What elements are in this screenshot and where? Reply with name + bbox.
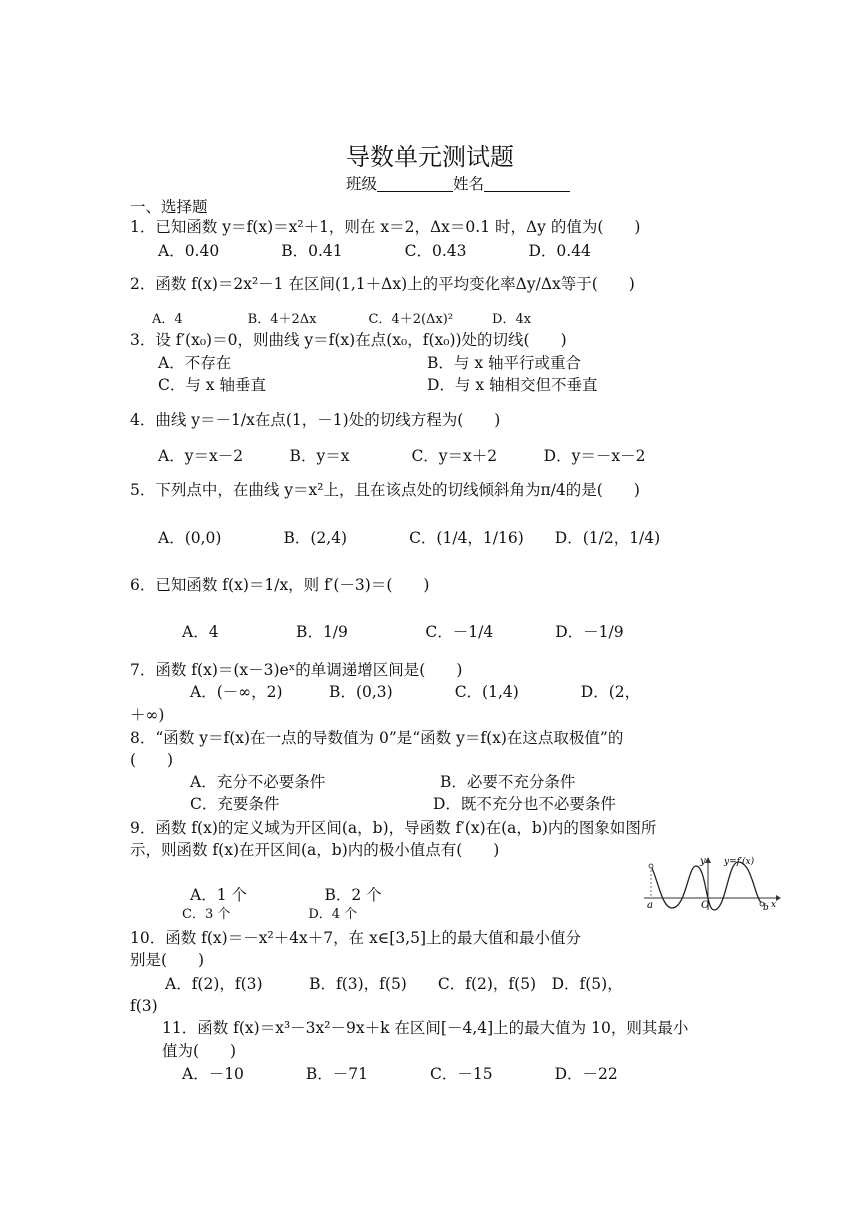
question-3-option-c: C．与 x 轴垂直 [158,376,266,394]
question-11-continuation: 值为( ) [162,1042,237,1060]
class-label: 班级 [346,175,378,193]
question-3-option-d: D．与 x 轴相交但不垂直 [427,376,598,394]
origin-label: O [701,900,710,911]
question-7: 7．函数 f(x)＝(x－3)eˣ的单调递增区间是( ) [130,661,463,679]
question-10-tail: f(3) [130,997,158,1015]
question-6-options: A．4 B．1/9 C．－1/4 D．－1/9 [182,623,624,641]
y-axis-label: y [700,856,706,867]
question-10-options: A．f(2)，f(3) B．f(3)，f(5) C．f(2)，f(5) D．f(5)， [165,975,623,993]
question-10-continuation: 别是( ) [130,951,205,969]
curve-label: y=f′(x) [724,857,755,867]
page-title: 导数单元测试题 [346,143,514,171]
name-blank [484,175,570,192]
question-2: 2．函数 f(x)＝2x²－1 在区间(1,1＋Δx)上的平均变化率Δy/Δx等于( ) [130,275,635,293]
question-8-option-d: D．既不充分也不必要条件 [433,795,616,813]
question-8-option-a: A．充分不必要条件 [190,773,326,791]
question-2-options: A．4 B．4＋2Δx C．4＋2(Δx)² D．4x [152,312,532,327]
question-1: 1．已知函数 y＝f(x)＝x²＋1，则在 x＝2，Δx＝0.1 时，Δy 的值为( ) [130,218,641,236]
question-8-continuation: ( ) [130,751,174,769]
question-4-options: A．y＝x－2 B．y＝x C．y＝x＋2 D．y＝－x－2 [158,447,646,465]
a-label: a [647,900,653,911]
question-9-continuation: 示，则函数 f(x)在开区间(a，b)内的极小值点有( ) [130,841,500,859]
question-6: 6．已知函数 f(x)＝1/x，则 f′(－3)＝( ) [130,576,430,594]
question-11: 11．函数 f(x)＝x³－3x²－9x＋k 在区间[－4,4]上的最大值为 10，则其最小 [162,1019,689,1037]
y-axis-arrow [705,857,711,863]
question-5: 5．下列点中，在曲线 y＝x²上，且在该点处的切线倾斜角为π/4的是( ) [130,481,640,499]
question-8: 8．“函数 y＝f(x)在一点的导数值为 0”是“函数 y＝f(x)在这点取极值”的 [130,729,624,747]
question-10: 10．函数 f(x)＝－x²＋4x＋7，在 x∈[3,5]上的最大值和最小值分 [130,929,582,947]
question-9: 9．函数 f(x)的定义域为开区间(a，b)，导函数 f′(x)在(a，b)内的图象如图所 [130,819,657,837]
question-1-options: A．0.40 B．0.41 C．0.43 D．0.44 [158,242,591,260]
question-9-options-cd: C．3 个 D．4 个 [182,907,358,922]
x-axis-arrow [776,895,781,901]
derivative-graph [642,852,782,912]
name-label: 姓名 [453,175,485,193]
section-heading: 一、选择题 [130,198,208,216]
endpoint-a-dot [649,864,653,868]
class-name-line [346,174,570,194]
question-7-options: A．(－∞，2) B．(0,3) C．(1,4) D．(2， [190,683,641,701]
question-8-option-c: C．充要条件 [190,795,280,813]
question-4: 4．曲线 y＝－1/x在点(1，－1)处的切线方程为( ) [130,411,501,429]
question-7-continuation: ＋∞) [130,706,165,724]
x-axis-label: x [771,900,777,910]
question-3-option-a: A．不存在 [158,354,232,372]
question-11-options: A．－10 B．－71 C．－15 D．－22 [182,1065,618,1083]
question-3-option-b: B．与 x 轴平行或重合 [427,354,581,372]
question-5-options: A．(0,0) B．(2,4) C．(1/4，1/16) D．(1/2，1/4) [158,529,661,547]
class-blank [377,175,453,192]
question-3: 3．设 f′(x₀)＝0，则曲线 y＝f(x)在点(x₀，f(x₀))处的切线( ) [130,331,567,349]
question-9-options-ab: A．1 个 B．2 个 [190,886,382,904]
b-label: b [763,903,769,912]
question-8-option-b: B．必要不充分条件 [440,773,576,791]
